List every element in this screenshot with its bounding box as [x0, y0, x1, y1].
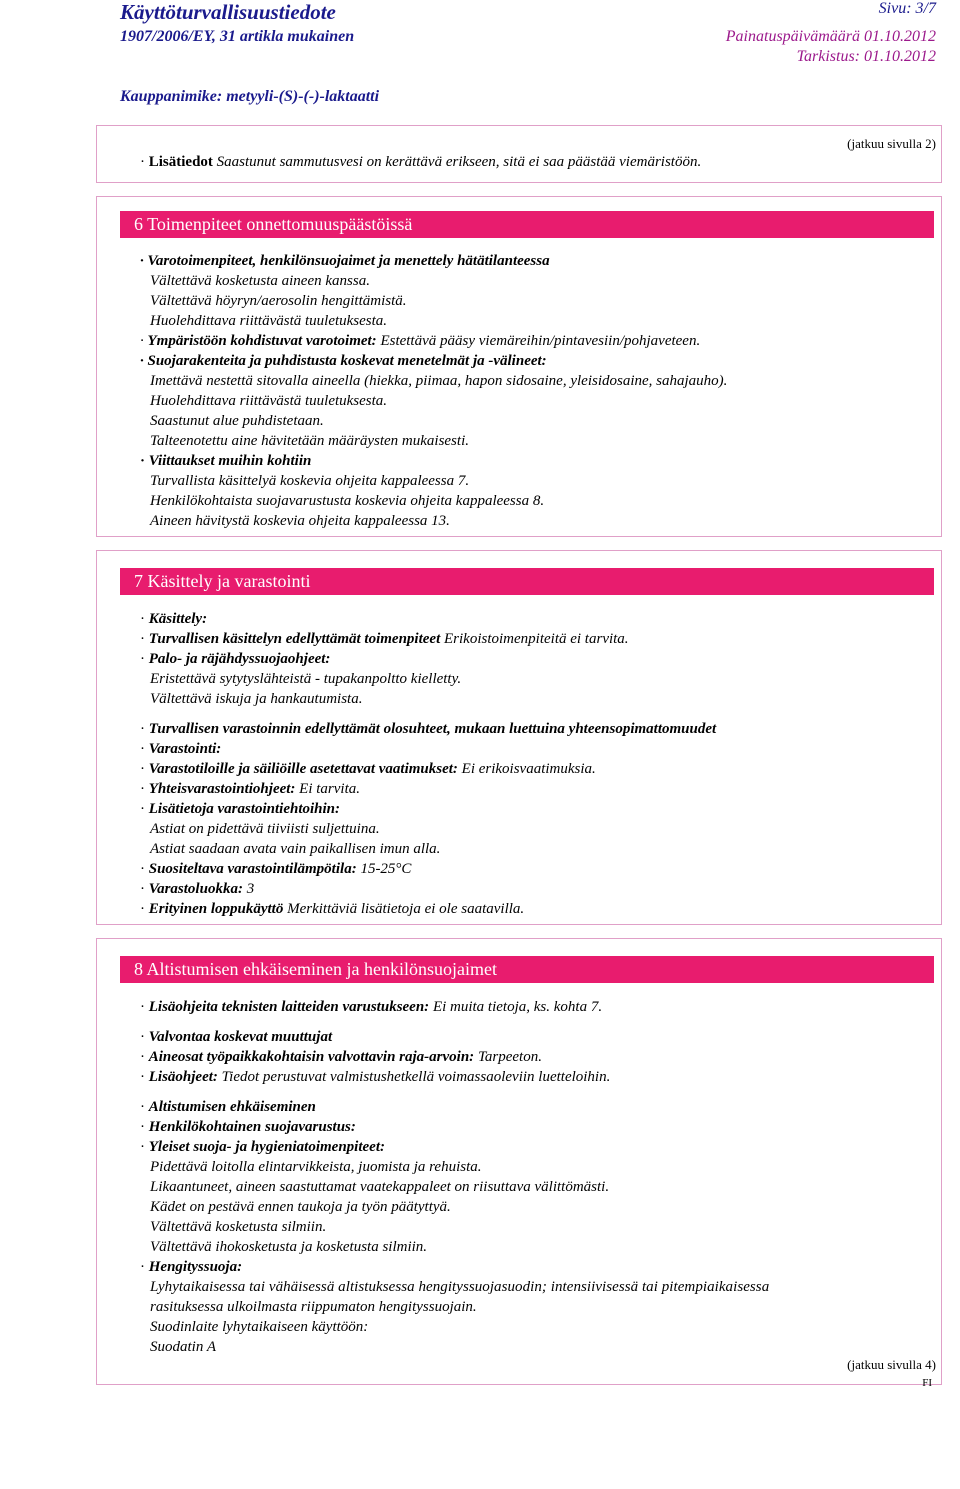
s7-fire-label: Palo- ja räjähdyssuojaohjeet:	[148, 651, 331, 667]
s7-req-text: Ei erikoisvaatimuksia.	[461, 761, 596, 777]
revision-label: Tarkistus:	[796, 48, 860, 65]
s6-line: Saastunut alue puhdistetaan.	[150, 413, 324, 429]
s6-line: Vältettävä höyryn/aerosolin hengittämistä.	[150, 293, 407, 309]
s8-line: · Henkilökohtainen suojavarustus:	[140, 1119, 356, 1135]
s8-ppe: Henkilökohtainen suojavarustus:	[148, 1119, 356, 1135]
s6-line: · Ympäristöön kohdistuvat varotoimet: Estettävä pääsy viemäreihin/pintavesiin/pohjaveteen.	[140, 333, 701, 349]
s6-line: Imettävä nestettä sitovalla aineella (hiekka, piimaa, hapon sidosaine, yleisidosaine, sahajauho).	[150, 373, 728, 389]
s8-line: · Lisäohjeita teknisten laitteiden varustukseen: Ei muita tietoja, ks. kohta 7.	[140, 999, 603, 1015]
s6-line: · Varotoimenpiteet, henkilönsuojaimet ja menettely hätätilanteessa	[140, 253, 550, 269]
s8-line: · Lisäohjeet: Tiedot perustuvat valmistushetkellä voimassaoleviin luetteloihin.	[140, 1069, 611, 1085]
s8-line: Pidettävä loitolla elintarvikkeista, juomista ja rehuista.	[150, 1159, 482, 1175]
s6-references-heading: Viittaukset muihin kohtiin	[148, 453, 312, 469]
additional-info-text: Saastunut sammutusvesi on kerättävä erikseen, sitä ei saa päästää viemäristöön.	[216, 154, 702, 170]
print-date-value: 01.10.2012	[864, 28, 936, 45]
s6-line: Turvallista käsittelyä koskevia ohjeita kappaleessa 7.	[150, 473, 470, 489]
s7-line: · Lisätietoja varastointiehtoihin:	[140, 801, 341, 817]
s8-line: · Hengityssuoja:	[140, 1259, 243, 1275]
s7-line: · Varastotiloille ja säiliöille asetettavat vaatimukset: Ei erikoisvaatimuksia.	[140, 761, 596, 777]
page-number: Sivu: 3/7	[878, 0, 936, 17]
s8-line: · Aineosat työpaikkakohtaisin valvottavin raja-arvoin: Tarpeeton.	[140, 1049, 542, 1065]
s7-line: · Palo- ja räjähdyssuojaohjeet:	[140, 651, 331, 667]
s7-safe-handling-text: Erikoistoimenpiteitä ei tarvita.	[444, 631, 629, 647]
s8-limits-text: Tarpeeton.	[477, 1049, 542, 1065]
additional-info-label: Lisätiedot	[148, 154, 213, 170]
product-name: Kauppanimike: metyyli-(S)-(-)-laktaatti	[120, 88, 380, 105]
s6-line: · Suojarakenteita ja puhdistusta koskevat menetelmät ja -välineet:	[140, 353, 547, 369]
s6-line: Huolehdittava riittävästä tuuletuksesta.	[150, 313, 388, 329]
s7-line: Vältettävä iskuja ja hankautumista.	[150, 691, 363, 707]
s8-line: Likaantuneet, aineen saastuttamat vaatekappaleet on riisuttava välittömästi.	[150, 1179, 610, 1195]
s7-more-info-label: Lisätietoja varastointiehtoihin:	[148, 801, 341, 817]
s7-line: · Suositeltava varastointilämpötila: 15-25°C	[140, 861, 412, 877]
print-date-label: Painatuspäivämäärä	[725, 28, 860, 45]
section7-heading: 7 Käsittely ja varastointi	[120, 568, 934, 595]
s8-limits-label: Aineosat työpaikkakohtaisin valvottavin raja-arvoin:	[148, 1049, 475, 1065]
s8-line: rasituksessa ulkoilmasta riippumaton hengityssuojain.	[150, 1299, 477, 1315]
s7-line: Eristettävä sytytyslähteistä - tupakanpoltto kielletty.	[150, 671, 462, 687]
s7-enduse-label: Erityinen loppukäyttö	[148, 901, 284, 917]
print-date	[726, 28, 936, 46]
s6-line: Huolehdittava riittävästä tuuletuksesta.	[150, 393, 388, 409]
s6-line: · Viittaukset muihin kohtiin	[140, 453, 312, 469]
s8-line: Vältettävä kosketusta silmiin.	[150, 1219, 327, 1235]
s7-line: Astiat on pidettävä tiiviisti suljettuina.	[150, 821, 380, 837]
language-code: FI	[922, 1377, 932, 1389]
s7-storage-label: Varastointi:	[148, 741, 222, 757]
s6-cleanup-heading: Suojarakenteita ja puhdistusta koskevat menetelmät ja -välineet:	[147, 353, 547, 369]
s7-joint-text: Ei tarvita.	[299, 781, 360, 797]
s8-line: · Valvontaa koskevat muuttujat	[140, 1029, 333, 1045]
s7-storage-conditions: Turvallisen varastoinnin edellyttämät olosuhteet, mukaan luettuina yhteensopimattomuudet	[148, 721, 717, 737]
s8-line: Kädet on pestävä ennen taukoja ja työn päätyttyä.	[150, 1199, 451, 1215]
s8-tech-text: Ei muita tietoja, ks. kohta 7.	[432, 999, 603, 1015]
s7-line: · Varastoluokka: 3	[140, 881, 255, 897]
section8-heading: 8 Altistumisen ehkäiseminen ja henkilönsuojaimet	[120, 956, 934, 983]
s7-temp-text: 15-25°C	[360, 861, 412, 877]
s7-line: · Erityinen loppukäyttö Merkittäviä lisätietoja ei ole saatavilla.	[140, 901, 525, 917]
s7-class-label: Varastoluokka:	[148, 881, 243, 897]
s8-exposure-controls: Altistumisen ehkäiseminen	[148, 1099, 316, 1115]
s7-line: Astiat saadaan avata vain paikallisen imun alla.	[150, 841, 441, 857]
s8-line: · Altistumisen ehkäiseminen	[140, 1099, 316, 1115]
s6-line: Talteenotettu aine hävitetään määräysten mukaisesti.	[150, 433, 469, 449]
s7-line: · Käsittely:	[140, 611, 208, 627]
s7-req-label: Varastotiloille ja säiliöille asetettavat vaatimukset:	[148, 761, 458, 777]
s8-notes-text: Tiedot perustuvat valmistushetkellä voimassaoleviin luetteloihin.	[221, 1069, 611, 1085]
s7-line: · Yhteisvarastointiohjeet: Ei tarvita.	[140, 781, 360, 797]
s7-temp-label: Suositeltava varastointilämpötila:	[148, 861, 357, 877]
revision-date	[797, 48, 936, 66]
s8-tech-label: Lisäohjeita teknisten laitteiden varustukseen:	[148, 999, 430, 1015]
s7-enduse-text: Merkittäviä lisätietoja ei ole saatavilla.	[287, 901, 525, 917]
s8-line: · Yleiset suoja- ja hygieniatoimenpiteet:	[140, 1139, 385, 1155]
s8-notes-label: Lisäohjeet:	[148, 1069, 218, 1085]
s8-line: Suodatin A	[150, 1339, 216, 1355]
s7-joint-label: Yhteisvarastointiohjeet:	[148, 781, 296, 797]
additional-info-line: · Lisätiedot Saastunut sammutusvesi on kerättävä erikseen, sitä ei saa päästää viemäristöön.	[140, 154, 702, 170]
revision-value: 01.10.2012	[864, 48, 936, 65]
s8-line: Vältettävä ihokosketusta ja kosketusta silmiin.	[150, 1239, 428, 1255]
s7-class-text: 3	[246, 881, 255, 897]
s7-line: · Turvallisen käsittelyn edellyttämät toimenpiteet Erikoistoimenpiteitä ei tarvita.	[140, 631, 629, 647]
s8-line: Lyhytaikaisessa tai vähäisessä altistuksessa hengityssuojasuodin; intensiivisessä tai pitempiaikaisessa	[150, 1279, 770, 1295]
s8-line: Suodinlaite lyhytaikaiseen käyttöön:	[150, 1319, 369, 1335]
s6-line: Henkilökohtaista suojavarustusta koskevia ohjeita kappaleessa 8.	[150, 493, 545, 509]
s6-env-text: Estettävä pääsy viemäreihin/pintavesiin/pohjaveteen.	[380, 333, 701, 349]
section6-heading: 6 Toimenpiteet onnettomuuspäästöissä	[120, 211, 934, 238]
s6-precautions-heading: Varotoimenpiteet, henkilönsuojaimet ja menettely hätätilanteessa	[147, 253, 550, 269]
s7-line: · Varastointi:	[140, 741, 222, 757]
s7-safe-handling-label: Turvallisen käsittelyn edellyttämät toimenpiteet	[148, 631, 441, 647]
s6-line: Aineen hävitystä koskevia ohjeita kappaleessa 13.	[150, 513, 450, 529]
s6-env-label: Ympäristöön kohdistuvat varotoimet:	[147, 333, 377, 349]
regulation-reference: 1907/2006/EY, 31 artikla mukainen	[120, 28, 355, 45]
s8-respiratory: Hengityssuoja:	[148, 1259, 243, 1275]
s7-line: · Turvallisen varastoinnin edellyttämät olosuhteet, mukaan luettuina yhteensopimattomuudet	[140, 721, 717, 737]
s6-line: Vältettävä kosketusta aineen kanssa.	[150, 273, 370, 289]
document-title: Käyttöturvallisuustiedote	[120, 0, 336, 24]
continued-to: (jatkuu sivulla 4)	[847, 1357, 936, 1372]
s7-handling-label: Käsittely:	[148, 611, 208, 627]
s8-hygiene: Yleiset suoja- ja hygieniatoimenpiteet:	[148, 1139, 385, 1155]
s8-control-params: Valvontaa koskevat muuttujat	[148, 1029, 333, 1045]
continued-from: (jatkuu sivulla 2)	[847, 136, 936, 151]
